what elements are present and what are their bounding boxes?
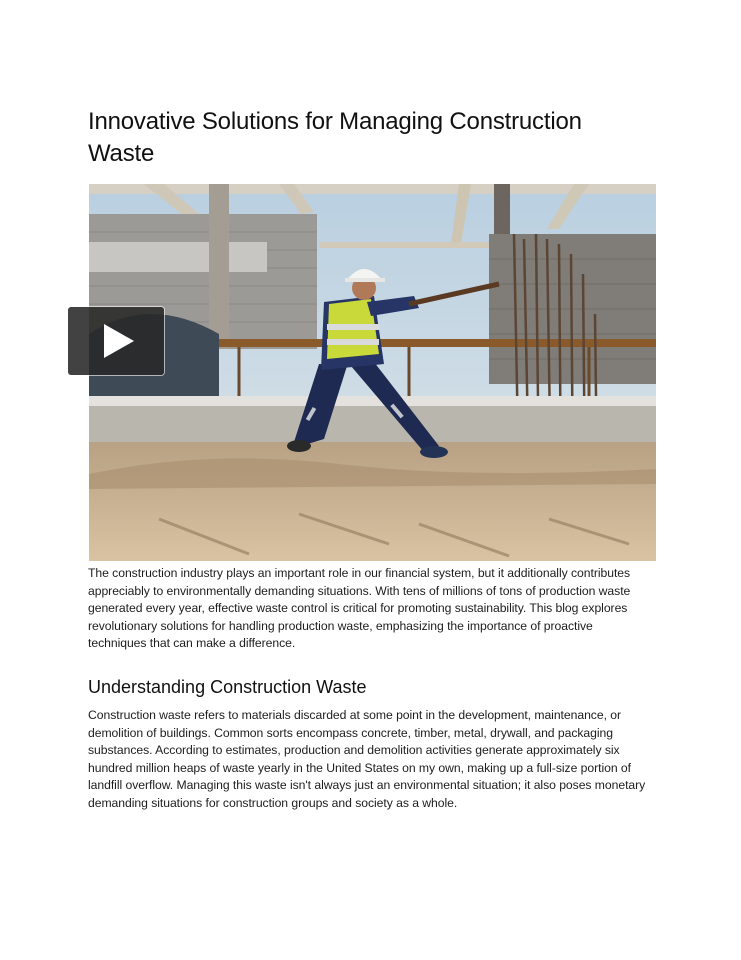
section-heading: Understanding Construction Waste <box>88 677 367 697</box>
article-title: Innovative Solutions for Managing Construction Waste <box>88 108 582 167</box>
play-icon <box>68 307 164 375</box>
section-paragraph: Construction waste refers to materials discarded at some point in the development, maintenance, or demolition of buildings. Common sorts encompass concrete, timber, metal, drywall, and packaging substances. According to estimates, production and demolition activities generate approximately six hundred million heaps of waste yearly in the United States on my own, making up a full-size portion of landfill overflow. Managing this waste isn't always just an environmental situation; it also poses monetary demanding situations for construction groups and society as a whole. <box>88 708 646 810</box>
video-play-button[interactable] <box>68 307 164 375</box>
intro-paragraph: The construction industry plays an important role in our financial system, but it additionally contributes appreciably to environmentally demanding situations. With tens of millions of tons of production waste generated every year, effective waste control is critical for promoting sustainability. This blog explores revolutionary solutions for handling production waste, emphasizing the importance of proactive techniques that can make a difference. <box>88 566 631 650</box>
construction-worker-photo <box>89 184 656 561</box>
